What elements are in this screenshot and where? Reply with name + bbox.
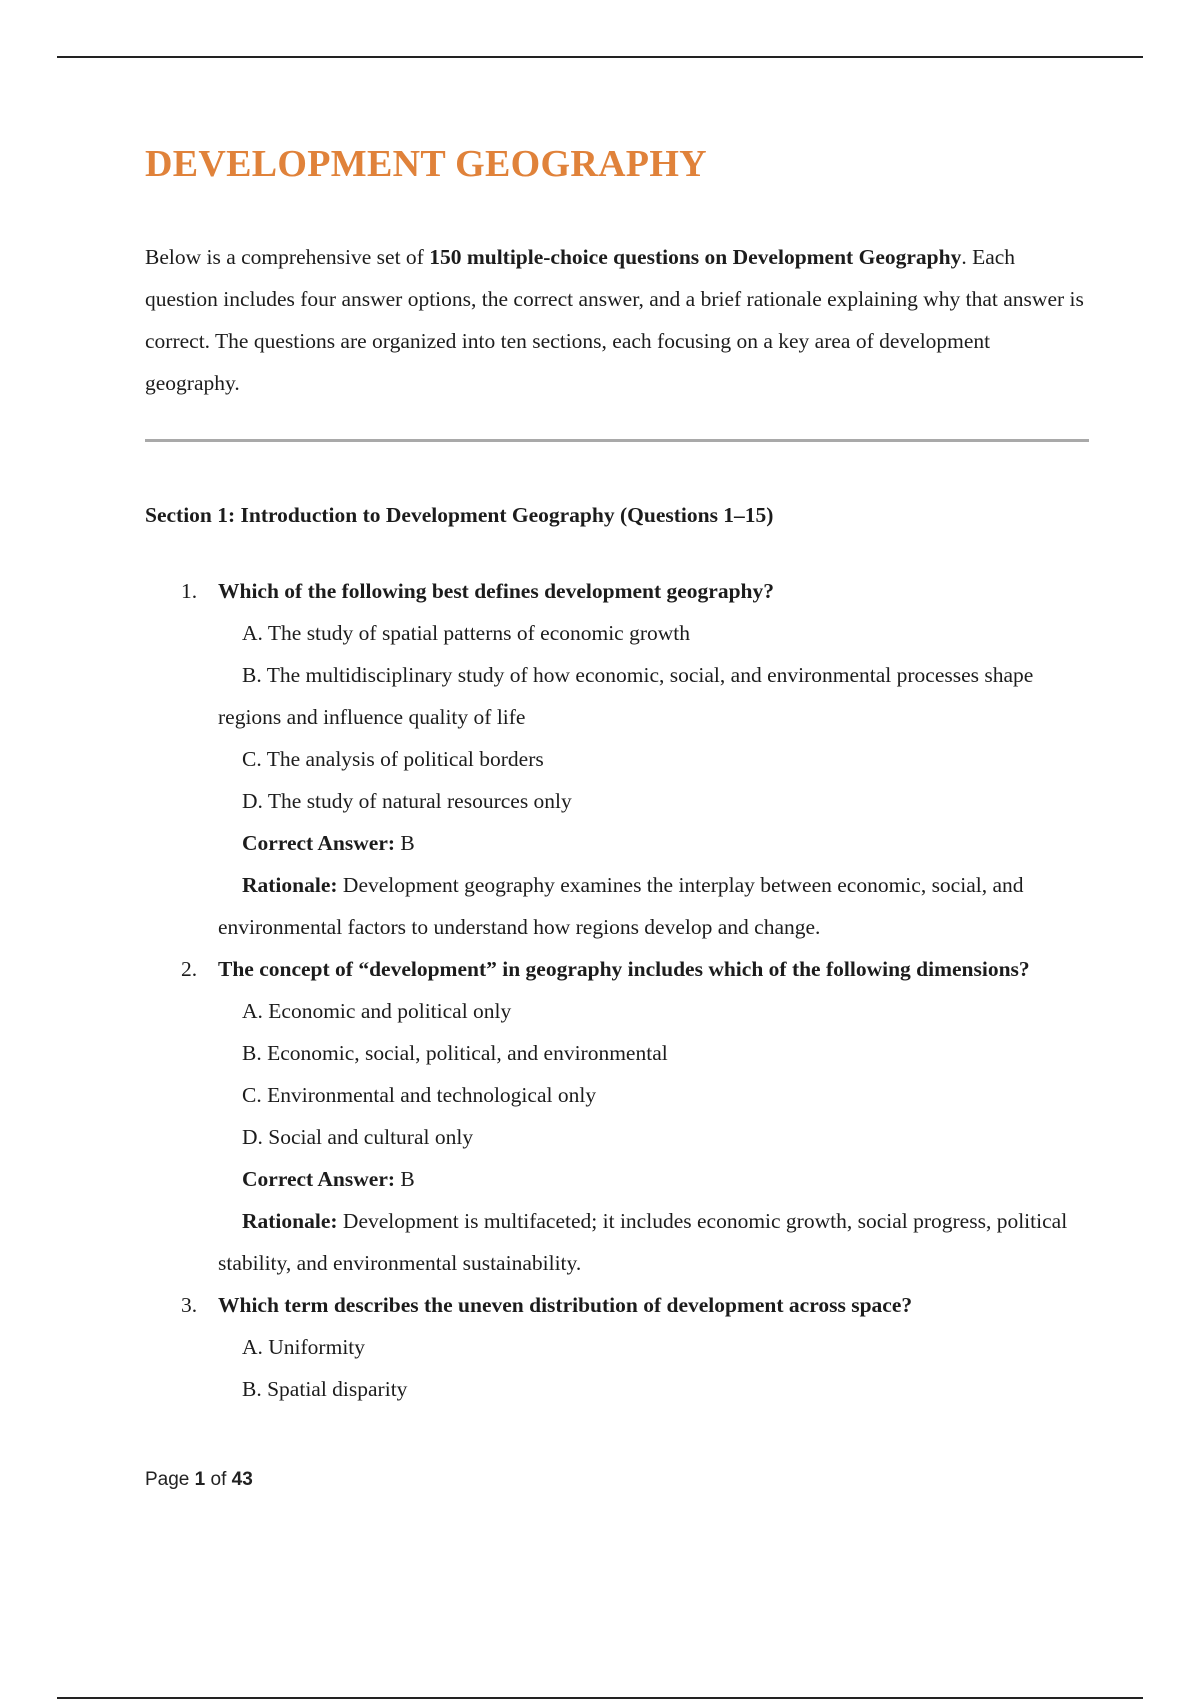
question-item [145, 570, 1090, 948]
question-text: Which of the following best defines development geography? [218, 579, 775, 603]
rationale-label: Rationale: [242, 873, 338, 897]
total-page-count: 43 [231, 1469, 253, 1490]
rationale [218, 864, 1090, 948]
section-heading: Section 1: Introduction to Development Geography (Questions 1–15) [145, 503, 774, 527]
answer-option: B. The multidisciplinary study of how economic, social, and environmental processes shape regions and influence quality of life [218, 663, 1034, 729]
answer-option: D. The study of natural resources only [242, 789, 572, 813]
correct-answer-label: Correct Answer: [242, 831, 396, 855]
answer-option: A. The study of spatial patterns of economic growth [242, 621, 691, 645]
current-page-number: 1 [194, 1469, 206, 1490]
correct-answer-label: Correct Answer: [242, 1167, 396, 1191]
correct-answer-value: B [395, 831, 415, 855]
question-item [145, 948, 1090, 1284]
intro-text-start: Below is a comprehensive set of [145, 245, 430, 269]
correct-answer-value: B [395, 1167, 415, 1191]
question-number: 1. [181, 579, 198, 603]
correct-answer [218, 822, 1090, 864]
page-of-word: of [205, 1469, 232, 1490]
rationale-label: Rationale: [242, 1209, 338, 1233]
question-text: Which term describes the uneven distribution of development across space? [218, 1293, 913, 1317]
section-divider [145, 439, 1089, 442]
rationale-text: Development geography examines the interplay between economic, social, and environmental factors to understand how regions develop and change. [218, 873, 1024, 939]
question-list [145, 570, 1090, 1410]
answer-option: D. Social and cultural only [242, 1125, 474, 1149]
rationale [218, 1200, 1090, 1284]
intro-text-end: . Each question includes four answer options, the correct answer, and a brief rationale explaining why that answer is correct. The questions are organized into ten sections, each focusing on a key area of development geography. [145, 245, 1084, 395]
answer-option: C. Environmental and technological only [242, 1083, 597, 1107]
rationale-text: Development is multifaceted; it includes economic growth, social progress, political stability, and environmental sustainability. [218, 1209, 1068, 1275]
answer-option: A. Uniformity [242, 1335, 366, 1359]
question-text: The concept of “development” in geography includes which of the following dimensions? [218, 957, 1030, 981]
page-word: Page [145, 1469, 195, 1490]
answer-option: B. Economic, social, political, and environmental [242, 1041, 668, 1065]
header-rule [57, 56, 1143, 58]
document-title: DEVELOPMENT GEOGRAPHY [145, 143, 707, 185]
intro-paragraph [145, 236, 1090, 404]
footer-rule [57, 1697, 1143, 1699]
page-footer [145, 1469, 253, 1491]
answer-option: B. Spatial disparity [242, 1377, 408, 1401]
answer-option: A. Economic and political only [242, 999, 512, 1023]
question-item [145, 1284, 1090, 1410]
intro-text-bold: 150 multiple-choice questions on Development Geography [429, 245, 962, 269]
question-number: 3. [181, 1293, 198, 1317]
correct-answer [218, 1158, 1090, 1200]
answer-option: C. The analysis of political borders [242, 747, 544, 771]
question-number: 2. [181, 957, 198, 981]
